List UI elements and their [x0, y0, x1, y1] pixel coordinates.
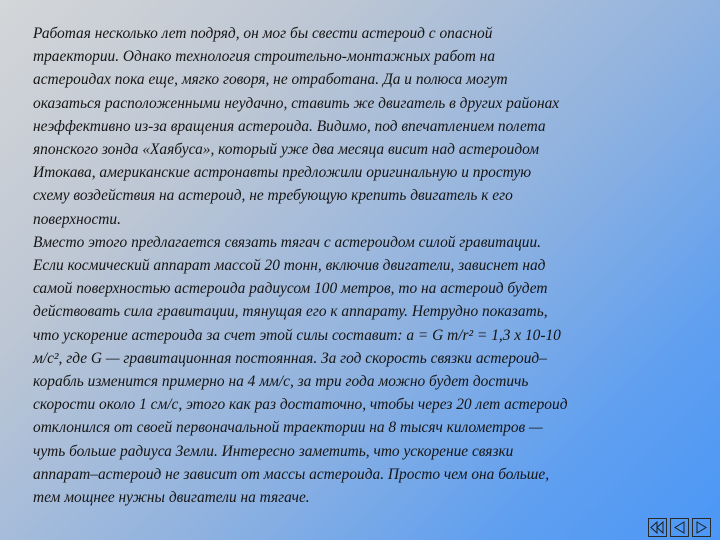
slide-body-text — [33, 22, 705, 509]
text-line: траектории. Однако технология строительно-монтажных работ на — [33, 48, 496, 66]
text-line: астероидах пока еще, мягко говоря, не отработана. Да и полюса могут — [33, 71, 508, 89]
text-line: м/с², где G — гравитационная постоянная. За год скорость связки астероид– — [33, 349, 547, 367]
rewind-icon — [650, 521, 665, 534]
text-line: аппарат–астероид не зависит от массы астероида. Просто чем она больше, — [33, 465, 550, 483]
text-line: японского зонда «Хаябуса», который уже два месяца висит над астероидом — [33, 141, 540, 159]
text-line: чуть больше радиуса Земли. Интересно заметить, что ускорение связки — [33, 442, 514, 460]
slide-navigation — [648, 518, 711, 537]
triangle-left-icon — [673, 521, 686, 534]
previous-slide-button[interactable] — [670, 518, 689, 537]
text-line: неэффективно из-за вращения астероида. Видимо, под впечатлением полета — [33, 117, 546, 135]
text-line: скорости около 1 см/с, этого как раз достаточно, чтобы через 20 лет астероид — [33, 396, 568, 414]
text-line: тем мощнее нужны двигатели на тягаче. — [33, 489, 310, 507]
first-slide-button[interactable] — [648, 518, 667, 537]
text-line: Вместо этого предлагается связать тягач с астероидом силой гравитации. — [33, 233, 542, 251]
text-line: Итокава, американские астронавты предложили оригинальную и простую — [33, 164, 532, 182]
text-line: схему воздействия на астероид, не требующую крепить двигатель к его — [33, 187, 513, 205]
text-line: оказаться расположенными неудачно, ставить же двигатель в других районах — [33, 94, 560, 112]
text-line: Работая несколько лет подряд, он мог бы свести астероид с опасной — [33, 25, 493, 42]
text-line: корабль изменится примерно на 4 мм/с, за три года можно будет достичь — [33, 373, 529, 391]
text-line: поверхности. — [33, 210, 121, 228]
text-line: самой поверхностью астероида радиусом 100 метров, то на астероид будет — [33, 280, 548, 298]
text-line: что ускорение астероида за счет этой силы составит: a = G m/r² = 1,3 x 10-10 — [33, 326, 561, 344]
next-slide-button[interactable] — [692, 518, 711, 537]
text-line: Если космический аппарат массой 20 тонн, включив двигатели, зависнет над — [33, 257, 546, 275]
text-line: действовать сила гравитации, тянущая его к аппарату. Нетрудно показать, — [33, 303, 548, 321]
text-line: отклонился от своей первоначальной траектории на 8 тысяч километров — — [33, 419, 543, 437]
triangle-right-icon — [695, 521, 708, 534]
